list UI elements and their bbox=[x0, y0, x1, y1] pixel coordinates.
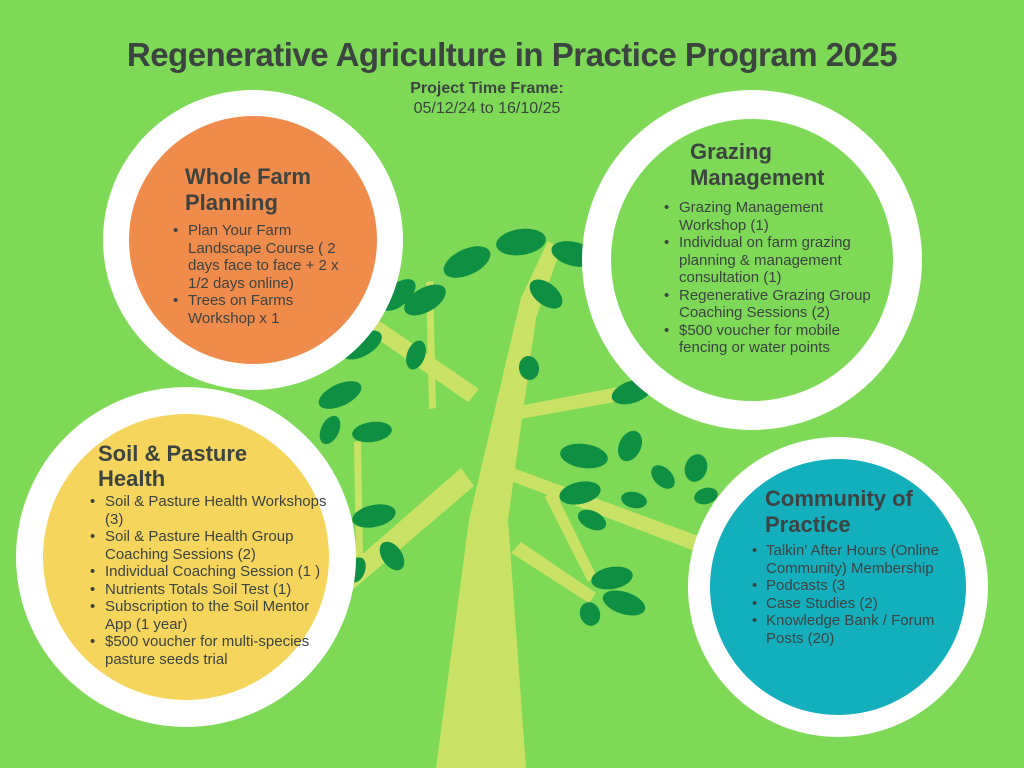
list-item: • Nutrients Totals Soil Test (1) bbox=[88, 581, 328, 599]
list-item: • Case Studies (2) bbox=[750, 595, 945, 613]
list-item: • Plan Your Farm Landscape Course ( 2 days face to face + 2 x 1/2 days online) bbox=[171, 222, 353, 292]
list-item: • Talkin' After Hours (Online Community) Membership bbox=[750, 542, 945, 577]
section-list bbox=[88, 493, 328, 668]
section-whole-farm-planning bbox=[171, 164, 357, 327]
section-title: Grazing Management bbox=[690, 139, 825, 190]
list-item: • Individual Coaching Session (1 ) bbox=[88, 563, 328, 581]
list-item: • Trees on Farms Workshop x 1 bbox=[171, 292, 353, 327]
section-soil-pasture-health bbox=[88, 441, 330, 668]
list-item: • Subscription to the Soil Mentor App (1 year) bbox=[88, 598, 328, 633]
section-community-of-practice bbox=[750, 486, 948, 647]
timeframe-label: Project Time Frame: bbox=[410, 80, 564, 97]
list-item: • $500 voucher for mobile fencing or water points bbox=[662, 322, 872, 357]
section-title: Soil & Pasture Health bbox=[98, 441, 248, 491]
list-item: • Regenerative Grazing Group Coaching Sessions (2) bbox=[662, 287, 872, 322]
list-item: • Soil & Pasture Health Group Coaching Sessions (2) bbox=[88, 528, 328, 563]
timeframe bbox=[410, 80, 564, 118]
list-item: • Individual on farm grazing planning & management consultation (1) bbox=[662, 234, 872, 287]
page-title: Regenerative Agriculture in Practice Program 2025 bbox=[126, 36, 898, 73]
list-item: • Grazing Management Workshop (1) bbox=[662, 199, 872, 234]
list-item: • Soil & Pasture Health Workshops (3) bbox=[88, 493, 328, 528]
list-item: • Podcasts (3 bbox=[750, 577, 945, 595]
section-title: Whole Farm Planning bbox=[185, 164, 311, 215]
section-list bbox=[171, 222, 353, 327]
list-item: • Knowledge Bank / Forum Posts (20) bbox=[750, 612, 945, 647]
section-list bbox=[662, 199, 872, 357]
section-title: Community of Practice bbox=[765, 486, 913, 537]
section-grazing-management bbox=[662, 139, 874, 357]
list-item: • $500 voucher for multi-species pasture seeds trial bbox=[88, 633, 328, 668]
section-list bbox=[750, 542, 945, 647]
timeframe-value: 05/12/24 to 16/10/25 bbox=[413, 100, 561, 117]
